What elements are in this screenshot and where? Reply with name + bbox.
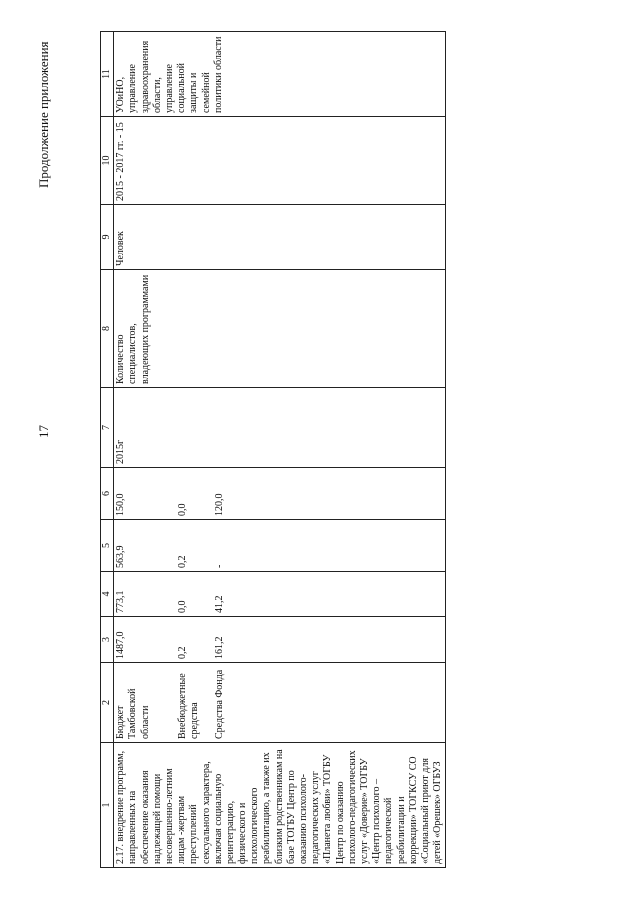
y2016-fund: - <box>214 564 226 568</box>
table-row <box>114 32 446 868</box>
y2015-cell <box>114 572 446 617</box>
y2017-fund: 120,0 <box>214 493 226 516</box>
total-cell <box>114 617 446 663</box>
y2015-extrabudget: 0,0 <box>177 600 189 613</box>
unit-cell: Человек <box>114 205 446 270</box>
y2015-budget: 773,1 <box>115 590 127 613</box>
total-extrabudget: 0,2 <box>177 646 189 659</box>
header-cell-11: 11 <box>101 32 114 117</box>
indicator-cell: Количество специалистов, владеющих программами <box>114 270 446 388</box>
header-cell-4: 4 <box>101 572 114 617</box>
total-fund: 161,2 <box>214 636 226 659</box>
program-table-wrapper <box>100 32 612 868</box>
header-cell-8: 8 <box>101 270 114 388</box>
y2016-cell <box>114 520 446 572</box>
header-cell-9: 9 <box>101 205 114 270</box>
y2015-fund: 41,2 <box>214 595 226 613</box>
source-budget: Бюджет Тамбовской области <box>115 688 151 739</box>
year-cell: 2015г <box>114 388 446 468</box>
source-fund: Средства Фонда <box>214 669 226 739</box>
header-cell-3: 3 <box>101 617 114 663</box>
target-cell: 2015 - 2017 гг. - 15 <box>114 117 446 205</box>
measure-cell: 2.17. внедрение программ, направленных на обеспечение оказания надлежащей помощи несовершенно-летним лицам -жертвам преступлений сексуального характера, включая социальную реинтеграцию, физического и психологического реабилитацию, а также их близким родственникам на базе ТОГБУ Центр по оказанию психолого-педагогических услуг «Планета любви» ТОГБУ Центр по оказанию психолого-педагогических услуг «Доверие» ТОГБУ «Центр психолого – педагогической реабилитации и коррекции» ТОГКСУ СО «Социальный приют для детей «Орешек» ОГБУЗ <box>114 743 446 868</box>
source-cell <box>114 663 446 743</box>
header-cell-6: 6 <box>101 468 114 520</box>
y2016-budget: 563,9 <box>115 545 127 568</box>
running-head: Продолжение приложения <box>36 41 51 188</box>
program-table <box>100 31 446 868</box>
header-cell-7: 7 <box>101 388 114 468</box>
header-cell-2: 2 <box>101 663 114 743</box>
executors-cell: УОиНО, управление здравоохранения области, управление социальной защиты и семейной политики области <box>114 32 446 117</box>
header-row <box>101 32 114 868</box>
y2017-cell <box>114 468 446 520</box>
y2016-extrabudget: 0,2 <box>177 555 189 568</box>
total-budget: 1487,0 <box>115 631 127 659</box>
page-number: 17 <box>36 425 51 438</box>
header-cell-1: 1 <box>101 743 114 868</box>
header-cell-10: 10 <box>101 117 114 205</box>
y2017-extrabudget: 0,0 <box>177 503 189 516</box>
source-extrabudget: Внебюджетные средства <box>177 673 201 739</box>
header-cell-5: 5 <box>101 520 114 572</box>
y2017-budget: 150,0 <box>115 493 127 516</box>
